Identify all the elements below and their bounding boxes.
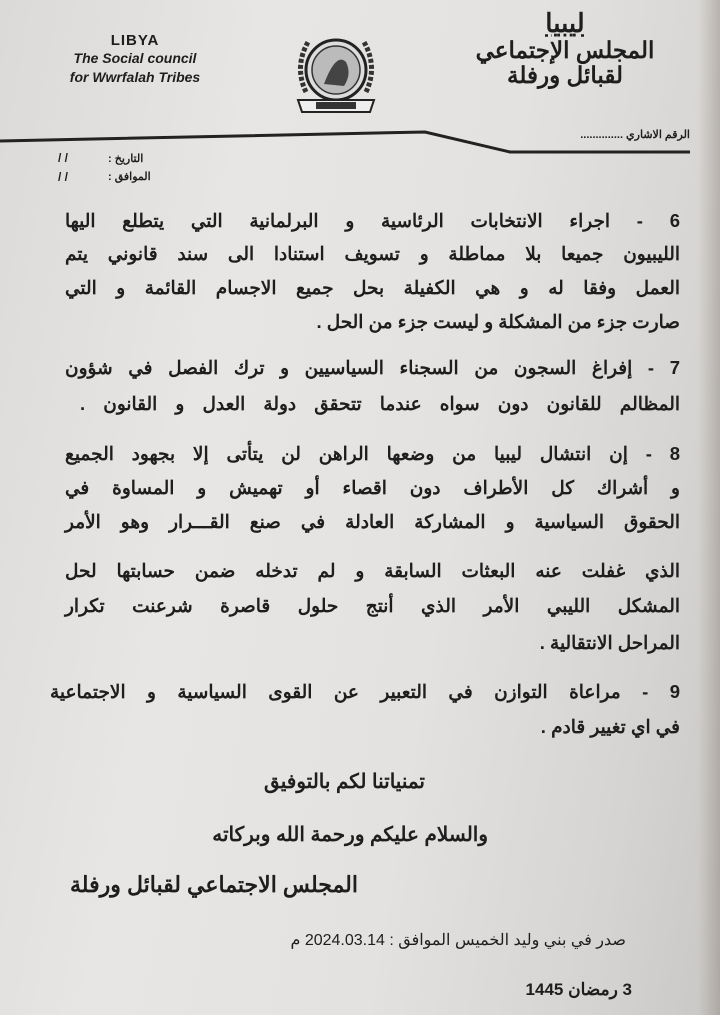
en-council-line1: The Social council [73, 50, 197, 66]
closing-greeting: والسلام عليكم ورحمة الله وبركاته [212, 824, 488, 846]
paragraph-8-line: و أشراك كل الأطراف دون اقصاء أو تهميش و المساوة في [65, 477, 680, 498]
paragraph-8-line: المراحل الانتقالية . [539, 632, 680, 653]
corresponding-value: / / [58, 170, 69, 184]
ar-council-line2: لقبائل ورفلة [507, 62, 623, 88]
english-letterhead [30, 32, 240, 87]
paragraph-6-line: 6 - اجراء الانتخابات الرئاسية و البرلمانية التي يتطلع اليها [65, 210, 680, 231]
paragraph-9-line: 9 - مراعاة التوازن في التعبير عن القوى السياسية و الاجتماعية [50, 681, 680, 702]
en-council-line2: for Wwrfalah Tribes [69, 69, 201, 85]
paragraph-9-line: في اي تغيير قادم . [540, 716, 680, 737]
council-emblem-icon [286, 22, 386, 122]
signature-council: المجلس الاجتماعي لقبائل ورفلة [70, 872, 358, 897]
date-label: التاريخ : [108, 153, 144, 165]
reference-number-label: الرقم الاشاري .............. [580, 129, 690, 141]
paragraph-6-line: صارت جزء من المشكلة و ليست جزء من الحل . [316, 311, 680, 332]
paragraph-8-line: المشكل الليبي الأمر الذي أنتج حلول قاصرة شرعنت تكرار [65, 595, 680, 616]
paragraph-6-line: العمل وفقا له و هي الكفيلة بحل جميع الاجسام القائمة و التي [65, 277, 680, 298]
corresponding-label: الموافق : [108, 171, 151, 183]
ar-council-line1: المجلس الإجتماعي [475, 37, 655, 63]
issued-place-date: صدر في بني وليد الخميس الموافق : 2024.03.14 م [290, 932, 626, 949]
en-country: LIBYA [110, 32, 160, 49]
date-value: / / [58, 151, 69, 165]
paragraph-8-line: الذي غفلت عنه البعثات السابقة و لم تدخله ضمن حسابتها لحل [65, 560, 680, 581]
paragraph-7-line: المظالم للقانون دون سواه عندما تتحقق دولة العدل و القانون . [80, 393, 680, 414]
arabic-letterhead [450, 8, 680, 88]
ar-country: ليبيا [545, 8, 585, 38]
paragraph-8-line: الحقوق السياسية و المشاركة العادلة في صنع القـــرار وهو الأمر [65, 511, 680, 532]
closing-wishes: تمنياتنا لكم بالتوفيق [264, 771, 425, 793]
hijri-date: 3 رمضان 1445 [525, 980, 632, 999]
paragraph-6-line: الليبيون جميعا بلا مماطلة و تسويف استنادا الى سند قانوني يتم [65, 243, 680, 264]
paragraph-7-line: 7 - إفراغ السجون من السجناء السياسيين و ترك الفصل في شؤون [65, 357, 680, 378]
paragraph-8-line: 8 - إن انتشال ليبيا من وضعها الراهن لن يتأتى إلا بجهود الجميع [65, 443, 680, 464]
